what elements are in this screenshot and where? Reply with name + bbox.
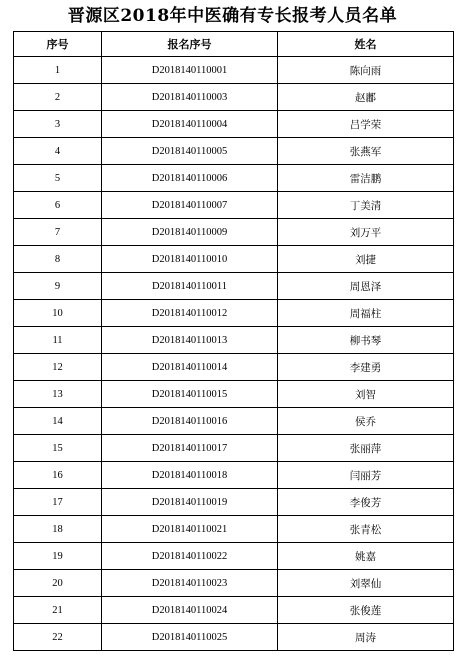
- name-cell: 陈向雨: [278, 57, 454, 84]
- name-cell: 姚嘉: [278, 543, 454, 570]
- serial-number-cell: 21: [14, 597, 102, 624]
- table-row: [14, 273, 454, 300]
- registration-number-cell: D2018140110012: [102, 300, 278, 327]
- serial-number-cell: 14: [14, 408, 102, 435]
- table-row: [14, 327, 454, 354]
- table-body: [14, 57, 454, 651]
- name-cell: 刘翠仙: [278, 570, 454, 597]
- table-row: [14, 165, 454, 192]
- serial-number-cell: 2: [14, 84, 102, 111]
- registration-number-cell: D2018140110018: [102, 462, 278, 489]
- serial-number-cell: 17: [14, 489, 102, 516]
- registration-number-cell: D2018140110004: [102, 111, 278, 138]
- name-cell: 闫丽芳: [278, 462, 454, 489]
- registration-number-cell: D2018140110013: [102, 327, 278, 354]
- table-row: [14, 246, 454, 273]
- name-cell: 刘捷: [278, 246, 454, 273]
- table-row: [14, 543, 454, 570]
- serial-number-cell: 19: [14, 543, 102, 570]
- name-cell: 赵鄘: [278, 84, 454, 111]
- header-registration-number: 报名序号: [102, 32, 278, 57]
- registration-number-cell: D2018140110009: [102, 219, 278, 246]
- table-row: [14, 57, 454, 84]
- name-cell: 李建勇: [278, 354, 454, 381]
- serial-number-cell: 5: [14, 165, 102, 192]
- registration-number-cell: D2018140110025: [102, 624, 278, 651]
- serial-number-cell: 1: [14, 57, 102, 84]
- serial-number-cell: 6: [14, 192, 102, 219]
- registration-number-cell: D2018140110010: [102, 246, 278, 273]
- name-cell: 张丽萍: [278, 435, 454, 462]
- name-cell: 张俊莲: [278, 597, 454, 624]
- name-cell: 周福柱: [278, 300, 454, 327]
- table-row: [14, 570, 454, 597]
- registration-number-cell: D2018140110007: [102, 192, 278, 219]
- table-row: [14, 408, 454, 435]
- serial-number-cell: 16: [14, 462, 102, 489]
- table-row: [14, 84, 454, 111]
- name-cell: 张燕军: [278, 138, 454, 165]
- registration-number-cell: D2018140110022: [102, 543, 278, 570]
- registration-number-cell: D2018140110006: [102, 165, 278, 192]
- serial-number-cell: 4: [14, 138, 102, 165]
- registration-number-cell: D2018140110001: [102, 57, 278, 84]
- name-cell: 吕学荣: [278, 111, 454, 138]
- serial-number-cell: 18: [14, 516, 102, 543]
- registration-number-cell: D2018140110005: [102, 138, 278, 165]
- table-row: [14, 300, 454, 327]
- registration-number-cell: D2018140110023: [102, 570, 278, 597]
- table-row: [14, 624, 454, 651]
- serial-number-cell: 7: [14, 219, 102, 246]
- serial-number-cell: 9: [14, 273, 102, 300]
- table-row: [14, 192, 454, 219]
- name-cell: 雷洁鹏: [278, 165, 454, 192]
- serial-number-cell: 8: [14, 246, 102, 273]
- name-cell: 张青松: [278, 516, 454, 543]
- registration-number-cell: D2018140110016: [102, 408, 278, 435]
- name-cell: 刘智: [278, 381, 454, 408]
- name-cell: 柳书琴: [278, 327, 454, 354]
- serial-number-cell: 13: [14, 381, 102, 408]
- serial-number-cell: 11: [14, 327, 102, 354]
- serial-number-cell: 15: [14, 435, 102, 462]
- table-header-row: [14, 32, 454, 57]
- table-row: [14, 354, 454, 381]
- serial-number-cell: 22: [14, 624, 102, 651]
- table-row: [14, 381, 454, 408]
- name-cell: 李俊芳: [278, 489, 454, 516]
- name-cell: 周恩泽: [278, 273, 454, 300]
- name-cell: 周涛: [278, 624, 454, 651]
- registration-number-cell: D2018140110015: [102, 381, 278, 408]
- serial-number-cell: 10: [14, 300, 102, 327]
- name-cell: 刘万平: [278, 219, 454, 246]
- registration-number-cell: D2018140110017: [102, 435, 278, 462]
- table-row: [14, 435, 454, 462]
- table-row: [14, 597, 454, 624]
- registration-number-cell: D2018140110021: [102, 516, 278, 543]
- name-cell: 侯乔: [278, 408, 454, 435]
- table-row: [14, 138, 454, 165]
- registration-number-cell: D2018140110019: [102, 489, 278, 516]
- table-row: [14, 111, 454, 138]
- serial-number-cell: 12: [14, 354, 102, 381]
- registration-number-cell: D2018140110011: [102, 273, 278, 300]
- serial-number-cell: 20: [14, 570, 102, 597]
- registration-number-cell: D2018140110024: [102, 597, 278, 624]
- table-row: [14, 219, 454, 246]
- registration-number-cell: D2018140110003: [102, 84, 278, 111]
- serial-number-cell: 3: [14, 111, 102, 138]
- table-row: [14, 516, 454, 543]
- table-row: [14, 489, 454, 516]
- registration-number-cell: D2018140110014: [102, 354, 278, 381]
- applicant-table: [13, 31, 454, 651]
- table-row: [14, 462, 454, 489]
- header-name: 姓名: [278, 32, 454, 57]
- header-serial-number: 序号: [14, 32, 102, 57]
- document-title: 晋源区2018年中医确有专长报考人员名单: [67, 6, 398, 26]
- name-cell: 丁美清: [278, 192, 454, 219]
